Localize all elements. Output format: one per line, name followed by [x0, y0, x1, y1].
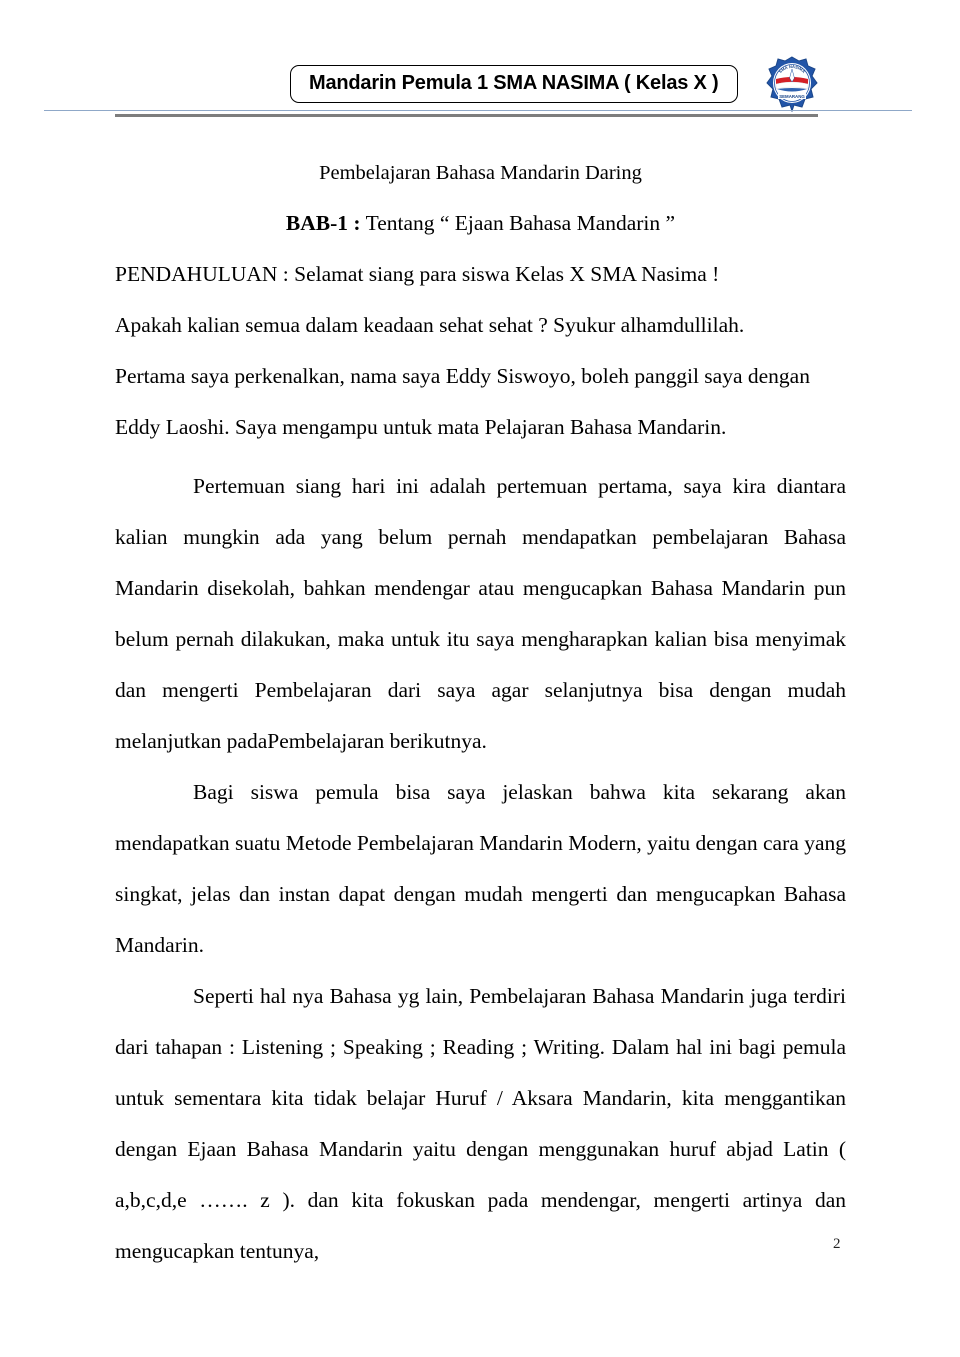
chapter-label: BAB-1 :: [285, 211, 361, 235]
page-number: 2: [833, 1236, 841, 1252]
intro-line-4: Eddy Laoshi. Saya mengampu untuk mata Pelajaran Bahasa Mandarin.: [115, 415, 727, 439]
header-content: [290, 56, 818, 112]
header-title-box: [290, 65, 738, 102]
header-divider-thin: [44, 110, 912, 111]
body-paragraph-2: Bagi siswa pemula bisa saya jelaskan bahwa kita sekarang akan mendapatkan suatu Metode Pembelajaran Mandarin Modern, yaitu dengan cara yang singkat, jelas dan instan dapat dengan mudah mengerti dan mengucapkan Bahasa Mandarin.: [115, 780, 846, 957]
intro-line-3: Pertama saya perkenalkan, nama saya Eddy Siswoyo, boleh panggil saya dengan: [115, 364, 810, 388]
document-subtitle: Pembelajaran Bahasa Mandarin Daring: [319, 162, 642, 184]
header-divider-thick: [115, 114, 818, 117]
body-paragraph-3: Seperti hal nya Bahasa yg lain, Pembelajaran Bahasa Mandarin juga terdiri dari tahapan : Listening ; Speaking ; Reading ; Writing. Dalam hal ini bagi pemula untuk sementara kita tidak belajar Huruf / Aksara Mandarin, kita menggantikan dengan Ejaan Bahasa Mandarin yaitu dengan menggunakan huruf abjad Latin ( a,b,c,d,e ……. z ). dan kita fokuskan pada mendengar, mengerti artinya dan mengucapkan tentunya,: [115, 984, 846, 1263]
document-body: [115, 148, 846, 1277]
svg-text:SMA NASIMA: SMA NASIMA: [777, 63, 806, 75]
header-title-label: Mandarin Pemula 1 SMA NASIMA ( Kelas X ): [309, 72, 719, 95]
paragraph-spacer: [115, 453, 846, 461]
document-header: [0, 0, 960, 118]
school-logo-icon: [766, 56, 818, 112]
intro-line-1: PENDAHULUAN : Selamat siang para siswa Kelas X SMA Nasima !: [115, 262, 720, 286]
chapter-heading: [115, 198, 846, 249]
chapter-topic: Tentang “ Ejaan Bahasa Mandarin ”: [365, 211, 676, 235]
intro-line-2: Apakah kalian semua dalam keadaan sehat sehat ? Syukur alhamdullilah.: [115, 313, 745, 337]
body-paragraph-1: Pertemuan siang hari ini adalah pertemuan pertama, saya kira diantara kalian mungkin ada yang belum pernah mendapatkan pembelajaran Bahasa Mandarin disekolah, bahkan mendengar atau mengucapkan Bahasa Mandarin pun belum pernah dilakukan, maka untuk itu saya mengharapkan kalian bisa menyimak dan mengerti Pembelajaran dari saya agar selanjutnya bisa dengan mudah melanjutkan padaPembelajaran berikutnya.: [115, 474, 846, 753]
svg-text:SEMARANG: SEMARANG: [778, 94, 805, 99]
